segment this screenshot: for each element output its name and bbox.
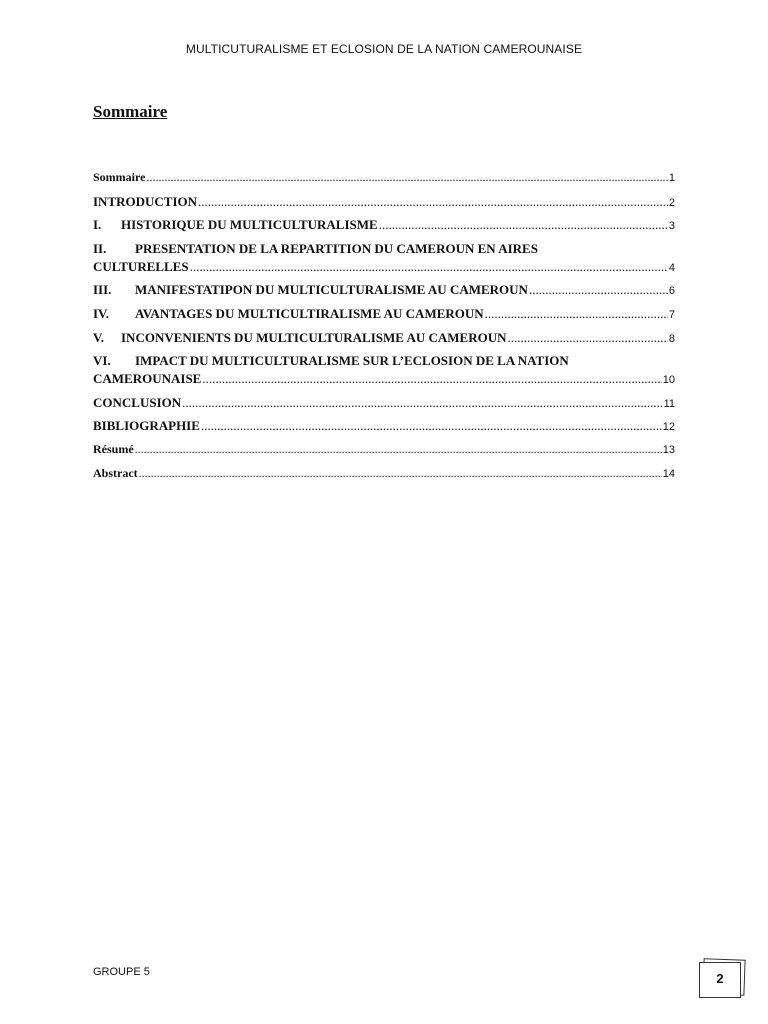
toc-page-number: 6: [668, 285, 675, 298]
toc-page-number: 11: [663, 397, 675, 410]
toc-leader: [190, 259, 668, 275]
toc-entry-impact-line1[interactable]: [93, 353, 675, 371]
toc-section-number: VI.: [93, 353, 111, 369]
toc-leader: [135, 442, 662, 457]
toc-entry-sommaire[interactable]: [93, 170, 675, 194]
toc-entry-manifestation[interactable]: [93, 282, 675, 306]
toc-label: INTRODUCTION: [93, 193, 198, 209]
toc-label-continued: CAMEROUNAISE: [93, 371, 202, 387]
toc-label-continued: CULTURELLES: [93, 258, 189, 274]
toc-leader: [201, 418, 662, 434]
toc-label: BIBLIOGRAPHIE: [93, 418, 200, 434]
toc-page-number: 12: [662, 421, 675, 434]
toc-leader: [146, 170, 667, 185]
toc-page-number: 7: [668, 308, 675, 321]
toc-page-number: 3: [668, 220, 675, 233]
toc-label: Abstract: [93, 465, 138, 480]
toc-section-number: IV.: [93, 305, 110, 321]
toc-leader: [198, 194, 668, 210]
toc-label: INCONVENIENTS DU MULTICULTURALISME AU CAMEROUN: [121, 329, 507, 345]
toc-page-number: 10: [662, 374, 675, 387]
table-of-contents: [93, 170, 675, 489]
toc-label: HISTORIQUE DU MULTICULTURALISME: [121, 217, 378, 233]
page-title: Sommaire: [93, 102, 168, 121]
toc-leader: [379, 217, 668, 233]
toc-entry-conclusion[interactable]: [93, 395, 675, 419]
toc-leader: [508, 330, 668, 346]
toc-entry-avantages[interactable]: [93, 306, 675, 330]
toc-section-number: III.: [93, 282, 112, 298]
toc-entry-abstract[interactable]: [93, 466, 675, 490]
toc-page-number: 13: [662, 443, 675, 456]
toc-page-number: 8: [668, 332, 675, 345]
toc-label: CONCLUSION: [93, 394, 182, 410]
toc-entry-historique[interactable]: [93, 217, 675, 241]
toc-page-number: 14: [662, 467, 675, 480]
toc-label: MANIFESTATIPON DU MULTICULTURALISME AU CAMEROUN: [135, 282, 528, 298]
toc-entry-presentation-line1[interactable]: [93, 241, 675, 259]
page-number-box: [699, 959, 745, 997]
toc-leader: [202, 371, 661, 387]
toc-entry-introduction[interactable]: [93, 194, 675, 218]
toc-leader: [485, 306, 668, 322]
toc-leader: [529, 282, 668, 298]
running-header: MULTICUTURALISME ET ECLOSION DE LA NATION CAMEROUNAISE: [185, 42, 583, 56]
toc-leader: [182, 395, 662, 411]
toc-page-number: 1: [668, 172, 675, 184]
toc-entry-bibliographie[interactable]: [93, 418, 675, 442]
toc-page-number: 4: [668, 261, 675, 274]
toc-section-number: II.: [93, 240, 107, 256]
toc-page-number: 2: [668, 196, 675, 209]
toc-entry-impact-line2[interactable]: [93, 371, 675, 395]
toc-label: AVANTAGES DU MULTICULTIRALISME AU CAMEROUN: [135, 305, 484, 321]
toc-label: PRESENTATION DE LA REPARTITION DU CAMEROUN EN AIRES: [135, 240, 538, 256]
toc-section-number: I.: [93, 217, 102, 233]
toc-label: Résumé: [93, 441, 134, 456]
toc-section-number: V.: [93, 329, 104, 345]
toc-label: IMPACT DU MULTICULTURALISME SUR L’ECLOSION DE LA NATION: [135, 353, 569, 369]
toc-entry-inconvenients[interactable]: [93, 330, 675, 354]
footer-group-label: GROUPE 5: [93, 966, 150, 978]
toc-entry-resume[interactable]: [93, 442, 675, 466]
toc-leader: [139, 466, 662, 481]
page-number: 2: [716, 971, 724, 986]
toc-entry-presentation-line2[interactable]: [93, 259, 675, 283]
toc-label: Sommaire: [93, 170, 146, 184]
